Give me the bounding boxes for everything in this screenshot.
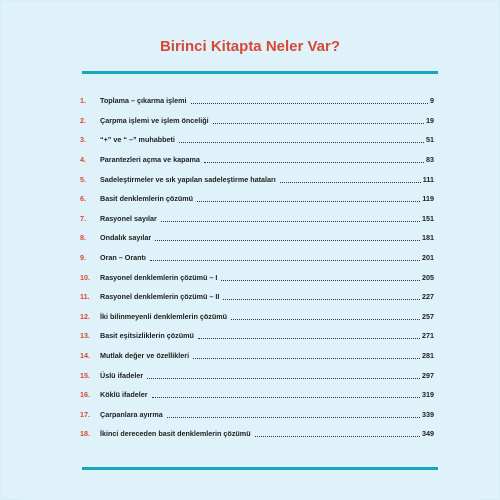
toc-page-number: 201 (422, 253, 434, 263)
toc-page-number: 227 (422, 292, 434, 302)
toc-label: Ondalık sayılar (100, 233, 152, 243)
toc-page-number: 119 (422, 194, 434, 204)
toc-leader (167, 411, 420, 418)
toc-item (80, 405, 434, 425)
toc-label: İki bilinmeyenli denklemlerin çözümü (100, 311, 228, 321)
toc-item (80, 189, 434, 209)
toc-leader (191, 97, 428, 104)
toc-label: Basit eşitsizliklerin çözümü (100, 331, 194, 341)
toc-item (80, 111, 434, 131)
toc-number: 11. (80, 292, 90, 302)
toc-label: Sadeleştirmeler ve sık yapılan sadeleştirme hataları (100, 174, 276, 184)
toc-label: Rasyonel denklemlerin çözümü – II (100, 292, 220, 302)
toc-leader (193, 352, 420, 359)
toc-number: 5. (80, 174, 86, 184)
toc-page-number: 319 (422, 390, 434, 400)
toc-number: 12. (80, 311, 90, 321)
toc-page (20, 18, 480, 500)
toc-item (80, 424, 434, 444)
toc-leader (152, 391, 420, 398)
toc-page-number: 281 (422, 351, 434, 361)
toc-leader (150, 254, 420, 261)
toc-item (80, 287, 434, 307)
toc-label: Rasyonel sayılar (100, 213, 157, 223)
toc-number: 14. (80, 351, 90, 361)
toc-number: 10. (80, 272, 90, 282)
toc-leader (179, 136, 424, 143)
toc-item (80, 150, 434, 170)
toc-page-number: 257 (422, 311, 434, 321)
toc-item (80, 91, 434, 111)
toc-page-number: 339 (422, 409, 434, 419)
toc-item (80, 307, 434, 327)
toc-label: “+” ve “ –” muhabbeti (100, 135, 175, 145)
toc-item (80, 267, 434, 287)
toc-leader (204, 156, 424, 163)
toc-item (80, 209, 434, 229)
toc-page-number: 271 (422, 331, 434, 341)
toc-page-number: 111 (422, 174, 434, 184)
toc-label: Mutlak değer ve özellikleri (100, 351, 190, 361)
bottom-divider (82, 467, 438, 470)
toc-label: İkinci dereceden basit denklemlerin çözümü (100, 429, 251, 439)
toc-number: 4. (80, 155, 86, 165)
toc-label: Üslü ifadeler (100, 370, 144, 380)
toc-item (80, 346, 434, 366)
toc-label: Çarpanlara ayırma (100, 409, 163, 419)
toc-leader (198, 332, 420, 339)
toc-page-number: 181 (422, 233, 434, 243)
toc-leader (221, 274, 420, 281)
toc-item (80, 326, 434, 346)
toc-item (80, 130, 434, 150)
toc-page-number: 51 (426, 135, 434, 145)
toc-label: Toplama – çıkarma işlemi (100, 96, 187, 106)
toc-leader (197, 195, 420, 202)
toc-leader (280, 176, 421, 183)
table-of-contents (80, 91, 434, 444)
toc-number: 2. (80, 115, 86, 125)
toc-item (80, 248, 434, 268)
toc-number: 17. (80, 409, 90, 419)
toc-number: 16. (80, 390, 90, 400)
toc-leader (213, 117, 424, 124)
toc-number: 18. (80, 429, 90, 439)
toc-number: 8. (80, 233, 86, 243)
toc-page-number: 297 (422, 370, 434, 380)
toc-number: 6. (80, 194, 86, 204)
toc-label: Rasyonel denklemlerin çözümü – I (100, 272, 218, 282)
toc-item (80, 169, 434, 189)
toc-leader (161, 215, 420, 222)
toc-label: Oran – Orantı (100, 253, 146, 263)
toc-number: 1. (80, 96, 86, 106)
toc-label: Köklü ifadeler (100, 390, 148, 400)
toc-number: 9. (80, 253, 86, 263)
toc-leader (155, 234, 420, 241)
toc-number: 3. (80, 135, 86, 145)
page-title: Birinci Kitapta Neler Var? (159, 38, 341, 55)
toc-page-number: 9 (430, 96, 434, 106)
toc-number: 13. (80, 331, 90, 341)
toc-item (80, 385, 434, 405)
top-divider (82, 71, 438, 74)
toc-label: Çarpma işlemi ve işlem önceliği (100, 115, 209, 125)
toc-item (80, 365, 434, 385)
toc-page-number: 349 (422, 429, 434, 439)
toc-leader (147, 372, 420, 379)
toc-label: Parantezleri açma ve kapama (100, 155, 200, 165)
toc-page-number: 151 (422, 213, 434, 223)
toc-leader (255, 430, 420, 437)
toc-label: Basit denklemlerin çözümü (100, 194, 194, 204)
toc-leader (223, 293, 420, 300)
toc-page-number: 205 (422, 272, 434, 282)
toc-item (80, 228, 434, 248)
toc-leader (231, 313, 420, 320)
toc-number: 7. (80, 213, 86, 223)
toc-page-number: 19 (426, 115, 434, 125)
toc-number: 15. (80, 370, 90, 380)
toc-page-number: 83 (426, 155, 434, 165)
